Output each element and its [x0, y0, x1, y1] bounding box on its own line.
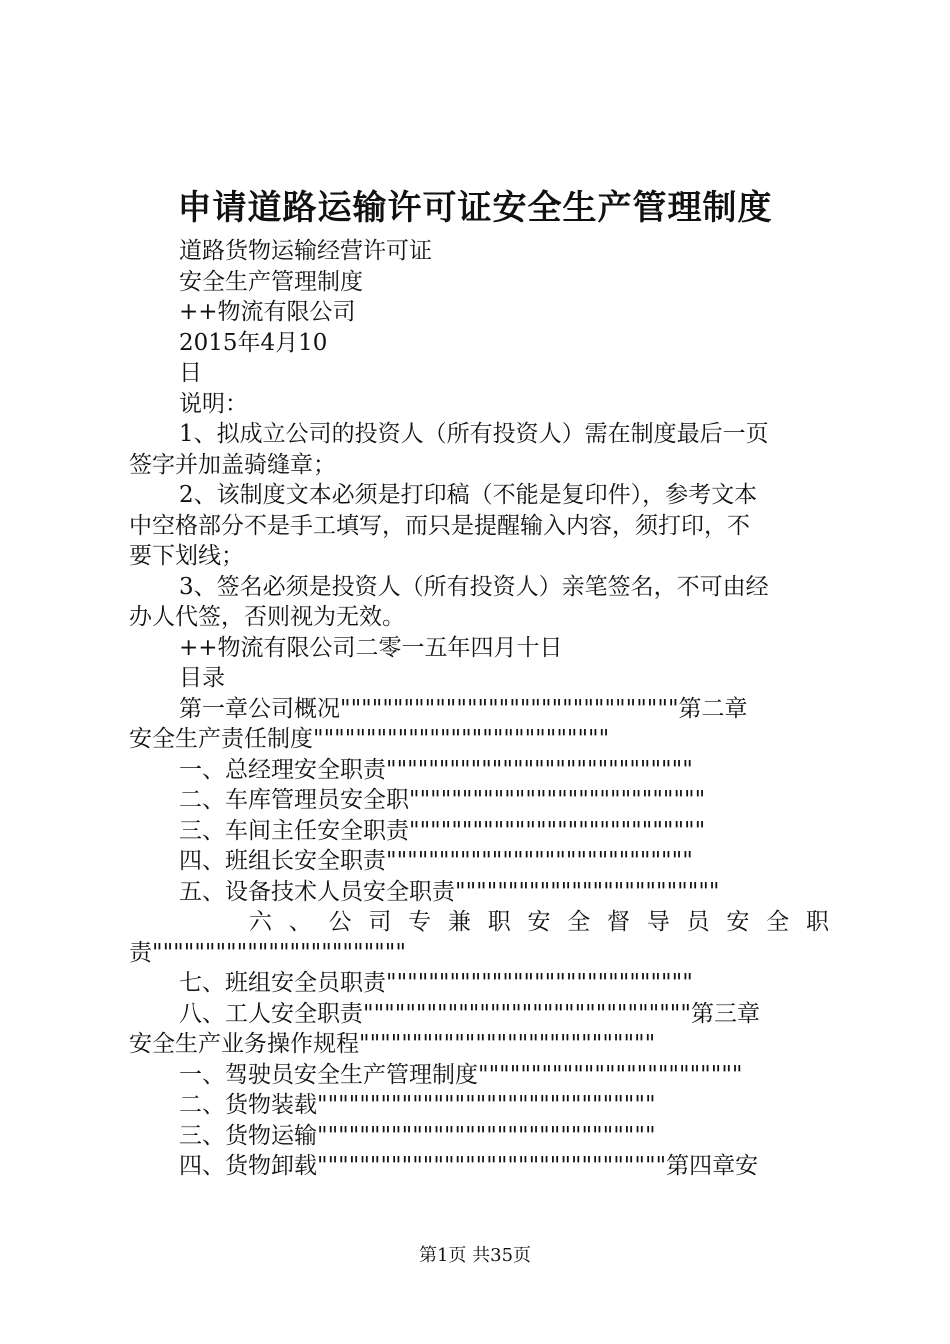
toc-entry: 三、货物运输"""""""""""""""""""""""""""""""": [179, 1122, 656, 1149]
toc-entry: 安全生产业务操作规程"""""""""""""""""""""""""""": [129, 1031, 656, 1057]
justified-char: 专: [408, 909, 432, 935]
justified-char: 六: [249, 909, 272, 935]
toc-entry: 四、班组长安全职责""""""""""""""""""""""""""""": [179, 848, 693, 874]
justified-char: 安: [527, 909, 551, 935]
page-number: 第1页 共35页: [418, 1245, 532, 1266]
toc-entry: 二、车库管理员安全职"""""""""""""""""""""""""""": [179, 787, 706, 813]
justified-char: 员: [686, 909, 710, 935]
body-line: 2015年4月10: [179, 329, 328, 356]
toc-entry: 一、总经理安全职责""""""""""""""""""""""""""""": [179, 756, 693, 783]
body-line: 要下划线；: [129, 543, 244, 569]
toc-entry: 七、班组安全员职责""""""""""""""""""""""""""""": [179, 970, 693, 996]
toc-entry: 三、车间主任安全职责"""""""""""""""""""""""""""": [179, 817, 706, 844]
body-line: ++物流有限公司: [179, 299, 356, 325]
document-title: 申请道路运输许可证安全生产管理制度: [177, 188, 773, 228]
body-line: 办人代签，否则视为无效。: [129, 604, 405, 630]
justified-char: 全: [567, 909, 591, 935]
justified-char: 职: [487, 909, 511, 935]
toc-entry-justified: [129, 907, 829, 938]
toc-entry: 四、货物卸载"""""""""""""""""""""""""""""""""第四章安: [179, 1153, 759, 1179]
justified-char: 全: [766, 909, 790, 935]
body-line: 中空格部分不是手工填写，而只是提醒输入内容，须打印，不: [129, 512, 750, 539]
toc-entry: 责"""""""""""""""""""""""": [129, 939, 406, 966]
justified-char: 司: [368, 909, 392, 935]
justified-char: 公: [328, 909, 352, 935]
toc-entry: 二、货物装载"""""""""""""""""""""""""""""""": [179, 1092, 656, 1118]
body-line: 2、该制度文本必须是打印稿（不能是复印件），参考文本: [179, 482, 758, 508]
toc-entry: 五、设备技术人员安全职责""""""""""""""""""""""""": [179, 878, 720, 905]
justified-char: 督: [607, 909, 631, 935]
body-line: 日: [179, 360, 202, 386]
body-line: 1、拟成立公司的投资人（所有投资人）需在制度最后一页: [179, 421, 769, 447]
body-line: 3、签名必须是投资人（所有投资人）亲笔签名，不可由经: [179, 573, 769, 600]
body-line: 道路货物运输经营许可证: [179, 238, 432, 264]
body-line: ++物流有限公司二零一五年四月十日: [179, 634, 563, 661]
toc-entry: 八、工人安全职责"""""""""""""""""""""""""""""""第三章: [179, 1000, 760, 1027]
toc-entry: 第一章公司概况""""""""""""""""""""""""""""""""第二章: [179, 695, 748, 722]
toc-entry: 安全生产责任制度"""""""""""""""""""""""""""": [129, 726, 610, 752]
justified-char: 职: [805, 909, 829, 935]
body-line: 说明：: [179, 390, 248, 417]
document-body: [129, 236, 829, 1182]
justified-char: 兼: [447, 909, 471, 935]
justified-char: 、: [288, 909, 312, 935]
body-line: 安全生产管理制度: [179, 268, 363, 295]
justified-char: 安: [726, 909, 750, 935]
toc-heading: 目录: [179, 665, 225, 691]
justified-char: 导: [646, 909, 670, 935]
toc-entry: 一、驾驶员安全生产管理制度""""""""""""""""""""""""": [179, 1061, 743, 1088]
body-line: 签字并加盖骑缝章；: [129, 451, 336, 478]
